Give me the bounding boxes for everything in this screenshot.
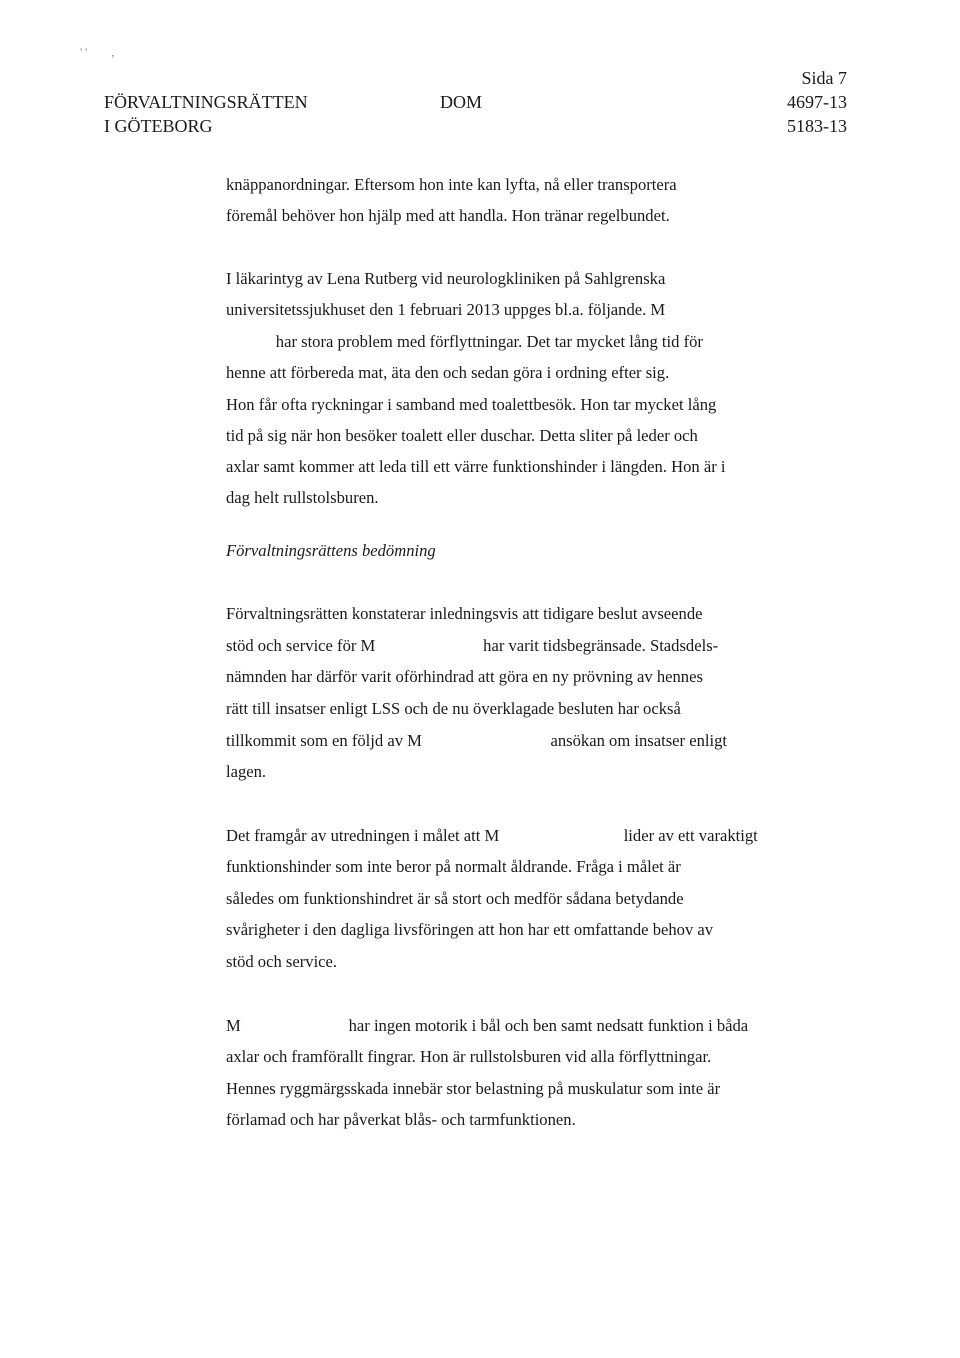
body-line: funktionshinder som inte beror på normalt åldrande. Fråga i målet är bbox=[226, 857, 681, 876]
body-line: Det framgår av utredningen i målet att M lider av ett varaktigt bbox=[226, 826, 758, 845]
court-name bbox=[104, 90, 308, 138]
body-line: Hon får ofta ryckningar i samband med toalettbesök. Hon tar mycket lång bbox=[226, 395, 717, 414]
body-line: förlamad och har påverkat blås- och tarmfunktionen. bbox=[226, 1110, 576, 1129]
body-line: föremål behöver hon hjälp med att handla. Hon tränar regelbundet. bbox=[226, 206, 670, 225]
body-line: stöd och service. bbox=[226, 952, 338, 971]
body-line: M har ingen motorik i bål och ben samt nedsatt funktion i båda bbox=[226, 1016, 749, 1035]
body-line: tillkommit som en följd av M ansökan om insatser enligt bbox=[226, 731, 727, 750]
body-line: axlar samt kommer att leda till ett värre funktionshinder i längden. Hon är i bbox=[226, 457, 726, 476]
page-number: Sida 7 bbox=[801, 68, 847, 88]
body-line: således om funktionshindret är så stort och medför sådana betydande bbox=[226, 889, 684, 908]
body-line: universitetssjukhuset den 1 februari 2013 uppges bl.a. följande. M bbox=[226, 300, 666, 319]
body-line: axlar och framförallt fingrar. Hon är rullstolsburen vid alla förflyttningar. bbox=[226, 1047, 712, 1066]
case-number-1: 4697-13 bbox=[787, 92, 847, 112]
body-line: nämnden har därför varit oförhindrad att göra en ny prövning av hennes bbox=[226, 667, 703, 686]
body-line: svårigheter i den dagliga livsföringen att hon har ett omfattande behov av bbox=[226, 920, 714, 939]
body-line: tid på sig när hon besöker toalett eller duschar. Detta sliter på leder och bbox=[226, 426, 698, 445]
body-line: stöd och service för M har varit tidsbegränsade. Stadsdels- bbox=[226, 636, 719, 655]
body-line: rätt till insatser enligt LSS och de nu överklagade besluten har också bbox=[226, 699, 681, 718]
body-line: I läkarintyg av Lena Rutberg vid neurologkliniken på Sahlgrenska bbox=[226, 269, 666, 288]
body-line: henne att förbereda mat, äta den och sedan göra i ordning efter sig. bbox=[226, 363, 670, 382]
body-line: knäppanordningar. Eftersom hon inte kan lyfta, nå eller transportera bbox=[226, 175, 677, 194]
body-line: dag helt rullstolsburen. bbox=[226, 488, 379, 507]
page-info bbox=[787, 66, 847, 138]
case-number-2: 5183-13 bbox=[787, 116, 847, 136]
body-line: Förvaltningsrätten konstaterar inledningsvis att tidigare beslut avseende bbox=[226, 604, 703, 623]
document-type: DOM bbox=[440, 92, 483, 112]
court-name-line2: I GÖTEBORG bbox=[104, 116, 213, 136]
scan-marks: ' ' , bbox=[80, 45, 115, 59]
court-name-line1: FÖRVALTNINGSRÄTTEN bbox=[104, 92, 308, 112]
body-line: lagen. bbox=[226, 762, 267, 781]
section-heading: Förvaltningsrättens bedömning bbox=[226, 541, 436, 560]
body-line: har stora problem med förflyttningar. Det tar mycket lång tid för bbox=[226, 332, 703, 351]
body-line: Hennes ryggmärgsskada innebär stor belastning på muskulatur som inte är bbox=[226, 1079, 721, 1098]
